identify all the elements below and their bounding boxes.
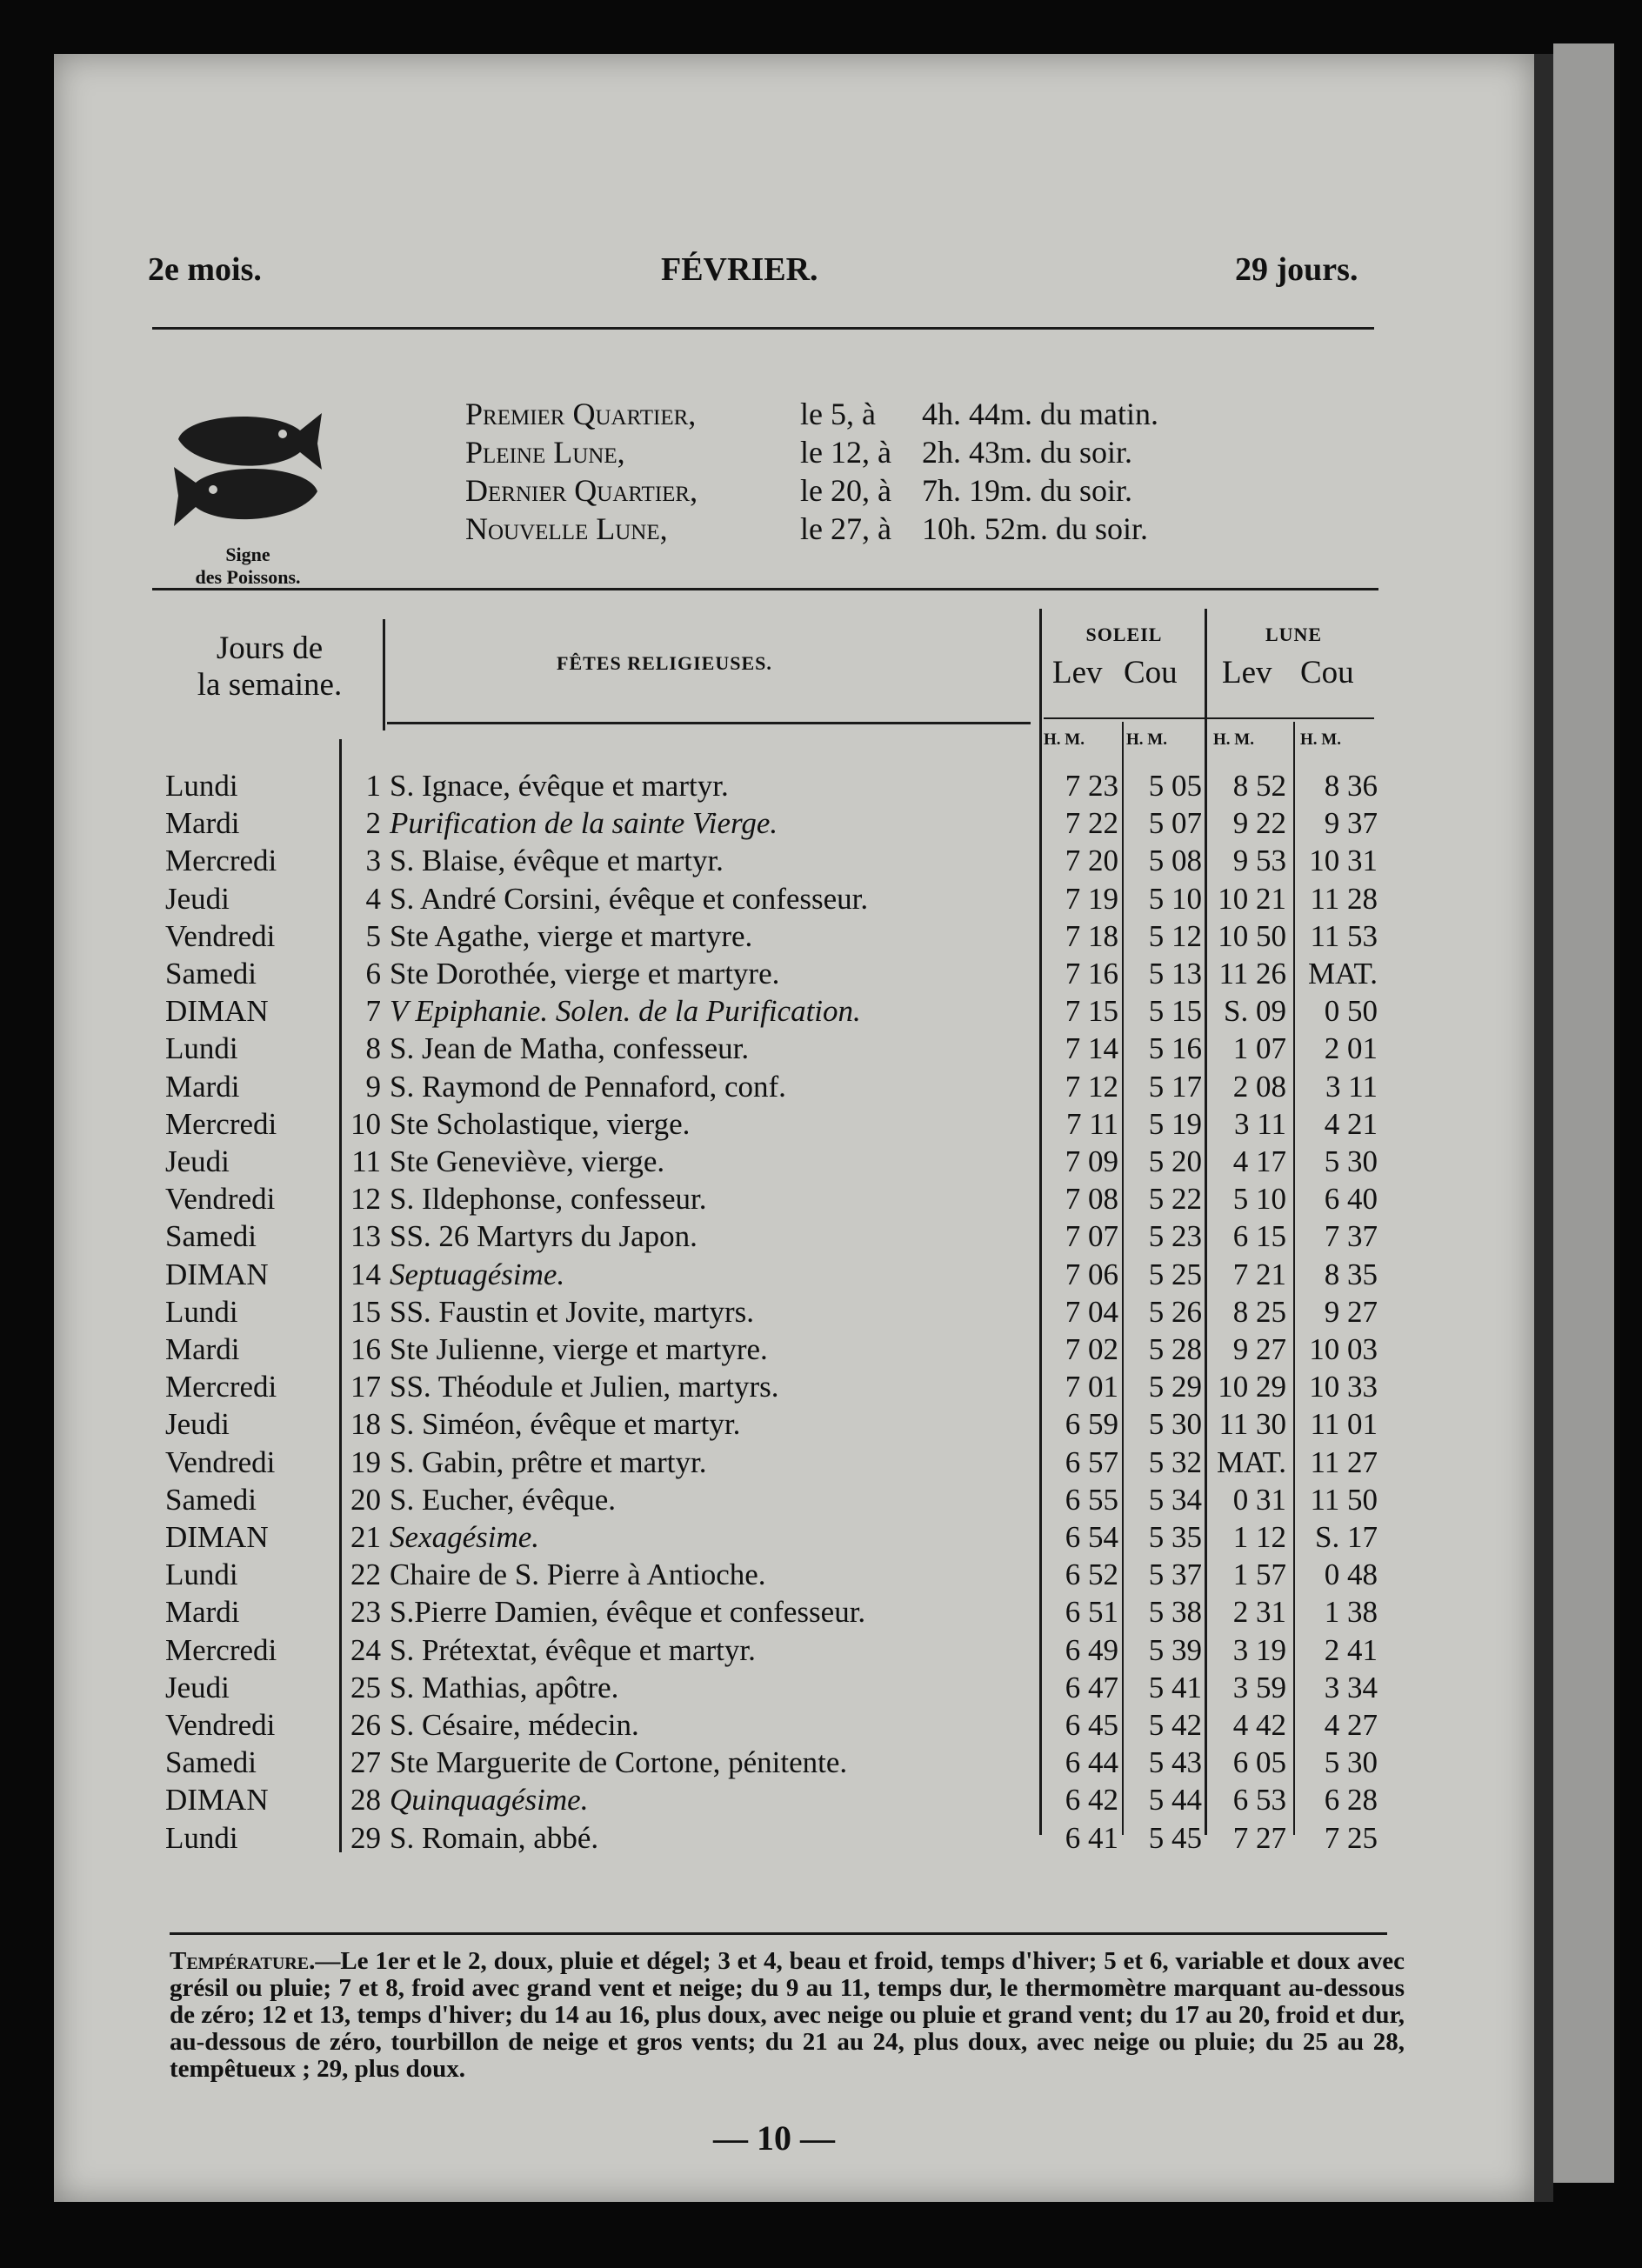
soleil-coucher-cell: 5 19 xyxy=(1148,1106,1202,1141)
date-cell: 29 xyxy=(350,1820,381,1855)
date-cell: 9 xyxy=(365,1069,381,1104)
soleil-coucher-cell: 5 08 xyxy=(1148,844,1202,878)
day-cell: Lundi xyxy=(165,1031,238,1066)
soleil-lever-cell: 7 16 xyxy=(1065,957,1118,991)
fetes-column-header: FÊTES RELIGIEUSES. xyxy=(557,652,772,674)
moon-phase-1: Premier Quartier, le 5, à 4h. 44m. du matin. xyxy=(465,397,1158,431)
lune-coucher-cell: 9 37 xyxy=(1324,806,1378,841)
month-title: FÉVRIER. xyxy=(661,251,818,288)
day-cell: Mardi xyxy=(165,1069,240,1104)
day-cell: Samedi xyxy=(165,1482,257,1517)
soleil-lever-cell: 6 44 xyxy=(1065,1745,1118,1780)
lune-coucher-cell: 6 28 xyxy=(1324,1783,1378,1818)
lune-lever-cell: 9 53 xyxy=(1232,844,1286,878)
date-cell: 26 xyxy=(350,1708,381,1742)
lune-coucher-cell: 1 38 xyxy=(1324,1595,1378,1630)
hm-unit-1: H. M. xyxy=(1044,730,1085,749)
day-cell: Mercredi xyxy=(165,1106,277,1141)
date-cell: 15 xyxy=(350,1294,381,1329)
table-row xyxy=(0,1556,1642,1593)
lune-coucher-cell: 5 30 xyxy=(1324,1144,1378,1178)
soleil-coucher-cell: 5 13 xyxy=(1148,957,1202,991)
lune-coucher-cell: MAT. xyxy=(1307,957,1378,991)
soleil-lever-cell: 7 14 xyxy=(1065,1031,1118,1066)
days-count: 29 jours. xyxy=(1235,251,1358,288)
fete-cell: Ste Marguerite de Cortone, pénitente. xyxy=(390,1745,848,1780)
soleil-coucher-cell: 5 10 xyxy=(1148,881,1202,916)
phases-rule xyxy=(152,588,1378,590)
soleil-coucher-cell: 5 32 xyxy=(1148,1444,1202,1479)
day-cell: Lundi xyxy=(165,769,238,803)
soleil-lever-cell: 7 23 xyxy=(1065,769,1118,803)
lune-lever-cell: 11 30 xyxy=(1218,1407,1286,1442)
day-cell: Lundi xyxy=(165,1558,238,1592)
pisces-fish-icon xyxy=(170,396,326,535)
lune-lever-cell: 11 26 xyxy=(1218,957,1286,991)
soleil-lever-cell: 7 19 xyxy=(1065,881,1118,916)
lune-coucher-cell: 10 03 xyxy=(1309,1332,1378,1366)
day-cell: DIMAN xyxy=(165,994,269,1029)
moon-phase-3: Dernier Quartier, le 20, à 7h. 19m. du soir. xyxy=(465,473,1133,508)
table-row xyxy=(0,842,1642,879)
date-cell: 16 xyxy=(350,1332,381,1366)
lune-lever-cell: 7 27 xyxy=(1232,1820,1286,1855)
table-row xyxy=(0,1256,1642,1293)
fete-cell: Ste Dorothée, vierge et martyre. xyxy=(390,957,780,991)
day-cell: Samedi xyxy=(165,1745,257,1780)
soleil-lever-cell: 6 59 xyxy=(1065,1407,1118,1442)
table-row xyxy=(0,767,1642,804)
fete-cell: S. André Corsini, évêque et confesseur. xyxy=(390,881,869,916)
table-row xyxy=(0,1217,1642,1255)
fete-cell: S. Césaire, médecin. xyxy=(390,1708,639,1742)
table-row xyxy=(0,804,1642,842)
date-cell: 3 xyxy=(365,844,381,878)
lune-coucher-cell: 0 48 xyxy=(1324,1558,1378,1592)
fete-cell: V Epiphanie. Solen. de la Purification. xyxy=(390,994,861,1029)
soleil-lever-cell: 7 09 xyxy=(1065,1144,1118,1178)
soleil-lever-cell: 7 22 xyxy=(1065,806,1118,841)
table-row xyxy=(0,1068,1642,1105)
table-row xyxy=(0,1368,1642,1405)
soleil-coucher-cell: 5 39 xyxy=(1148,1632,1202,1667)
table-row xyxy=(0,1518,1642,1556)
date-cell: 7 xyxy=(365,994,381,1029)
date-cell: 24 xyxy=(350,1632,381,1667)
soleil-coucher-cell: 5 41 xyxy=(1148,1670,1202,1704)
date-cell: 1 xyxy=(365,769,381,803)
fete-cell: Sexagésime. xyxy=(390,1520,540,1554)
soleil-coucher-cell: 5 07 xyxy=(1148,806,1202,841)
soleil-coucher-cell: 5 16 xyxy=(1148,1031,1202,1066)
date-cell: 13 xyxy=(350,1219,381,1254)
day-cell: Samedi xyxy=(165,1219,257,1254)
lune-coucher-cell: 11 50 xyxy=(1310,1482,1378,1517)
date-cell: 27 xyxy=(350,1745,381,1780)
fete-cell: S.Pierre Damien, évêque et confesseur. xyxy=(390,1595,866,1630)
table-row xyxy=(0,1593,1642,1631)
lune-coucher-cell: 11 27 xyxy=(1310,1444,1378,1479)
soleil-lever-cell: 7 11 xyxy=(1066,1106,1118,1141)
soleil-lever-cell: 6 55 xyxy=(1065,1482,1118,1517)
lune-lever-cell: 6 15 xyxy=(1232,1219,1286,1254)
temperature-rule xyxy=(170,1932,1387,1935)
hm-unit-2: H. M. xyxy=(1126,730,1167,749)
soleil-lev-header: Lev xyxy=(1052,655,1103,690)
soleil-lever-cell: 6 52 xyxy=(1065,1558,1118,1592)
date-cell: 6 xyxy=(365,957,381,991)
day-cell: Vendredi xyxy=(165,918,276,953)
lune-lever-cell: 2 31 xyxy=(1232,1595,1286,1630)
table-row xyxy=(0,992,1642,1030)
day-cell: Jeudi xyxy=(165,1144,230,1178)
table-row xyxy=(0,917,1642,955)
soleil-lever-cell: 7 01 xyxy=(1065,1370,1118,1404)
soleil-lever-cell: 6 42 xyxy=(1065,1783,1118,1818)
date-cell: 2 xyxy=(365,806,381,841)
soleil-coucher-cell: 5 15 xyxy=(1148,994,1202,1029)
soleil-lever-cell: 6 57 xyxy=(1065,1444,1118,1479)
fete-cell: S. Siméon, évêque et martyr. xyxy=(390,1407,741,1442)
soleil-coucher-cell: 5 34 xyxy=(1148,1482,1202,1517)
fete-cell: S. Blaise, évêque et martyr. xyxy=(390,844,724,878)
table-row xyxy=(0,1180,1642,1217)
soleil-lever-cell: 7 20 xyxy=(1065,844,1118,878)
date-cell: 8 xyxy=(365,1031,381,1066)
fete-cell: SS. Théodule et Julien, martyrs. xyxy=(390,1370,779,1404)
table-row xyxy=(0,1405,1642,1443)
date-cell: 11 xyxy=(351,1144,381,1178)
soleil-coucher-cell: 5 26 xyxy=(1148,1294,1202,1329)
lune-lever-cell: S. 09 xyxy=(1224,994,1286,1029)
day-cell: Jeudi xyxy=(165,881,230,916)
soleil-lever-cell: 6 51 xyxy=(1065,1595,1118,1630)
table-row xyxy=(0,1744,1642,1781)
lune-lever-cell: 8 52 xyxy=(1232,769,1286,803)
soleil-lever-cell: 7 02 xyxy=(1065,1332,1118,1366)
lune-lever-cell: 1 07 xyxy=(1232,1031,1286,1066)
date-cell: 25 xyxy=(350,1670,381,1704)
lune-lever-cell: 9 27 xyxy=(1232,1332,1286,1366)
table-row xyxy=(0,1331,1642,1368)
fete-cell: S. Ildephonse, confesseur. xyxy=(390,1182,707,1217)
table-row xyxy=(0,880,1642,917)
lune-lever-cell: 1 57 xyxy=(1232,1558,1286,1592)
soleil-lever-cell: 7 07 xyxy=(1065,1219,1118,1254)
lune-coucher-cell: 2 01 xyxy=(1324,1031,1378,1066)
lune-lever-cell: 4 42 xyxy=(1232,1708,1286,1742)
lune-lever-cell: 10 21 xyxy=(1218,881,1286,916)
page-number: — 10 — xyxy=(713,2118,835,2158)
lune-coucher-cell: 8 36 xyxy=(1324,769,1378,803)
soleil-coucher-cell: 5 05 xyxy=(1148,769,1202,803)
lune-coucher-cell: 3 34 xyxy=(1324,1670,1378,1704)
day-cell: Vendredi xyxy=(165,1708,276,1742)
soleil-coucher-cell: 5 35 xyxy=(1148,1520,1202,1554)
soleil-cou-header: Cou xyxy=(1124,655,1178,690)
lune-coucher-cell: 11 53 xyxy=(1310,918,1378,953)
lune-lever-cell: 6 05 xyxy=(1232,1745,1286,1780)
table-row xyxy=(0,1143,1642,1180)
soleil-coucher-cell: 5 12 xyxy=(1148,918,1202,953)
fete-cell: S. Gabin, prêtre et martyr. xyxy=(390,1444,707,1479)
soleil-lever-cell: 7 04 xyxy=(1065,1294,1118,1329)
hm-unit-3: H. M. xyxy=(1213,730,1254,749)
soleil-lever-cell: 7 18 xyxy=(1065,918,1118,953)
lune-lever-cell: 5 10 xyxy=(1232,1182,1286,1217)
soleil-coucher-cell: 5 37 xyxy=(1148,1558,1202,1592)
fete-cell: Purification de la sainte Vierge. xyxy=(390,806,778,841)
moon-phase-4: Nouvelle Lune, le 27, à 10h. 52m. du soir. xyxy=(465,511,1149,546)
lune-coucher-cell: 4 27 xyxy=(1324,1708,1378,1742)
date-cell: 22 xyxy=(350,1558,381,1592)
lune-coucher-cell: 7 37 xyxy=(1324,1219,1378,1254)
lune-lev-header: Lev xyxy=(1222,655,1272,690)
soleil-coucher-cell: 5 17 xyxy=(1148,1069,1202,1104)
lune-lever-cell: 3 19 xyxy=(1232,1632,1286,1667)
sign-label: Signe des Poissons. xyxy=(195,544,301,588)
lune-coucher-cell: 11 01 xyxy=(1310,1407,1378,1442)
table-row xyxy=(0,1030,1642,1067)
soleil-lever-cell: 7 06 xyxy=(1065,1257,1118,1291)
soleil-header: SOLEIL xyxy=(1085,624,1163,645)
date-cell: 10 xyxy=(350,1106,381,1141)
date-cell: 14 xyxy=(350,1257,381,1291)
fete-cell: Ste Geneviève, vierge. xyxy=(390,1144,665,1178)
soleil-coucher-cell: 5 25 xyxy=(1148,1257,1202,1291)
day-cell: Vendredi xyxy=(165,1182,276,1217)
lune-lever-cell: 3 59 xyxy=(1232,1670,1286,1704)
table-row xyxy=(0,1481,1642,1518)
fete-cell: Chaire de S. Pierre à Antioche. xyxy=(390,1558,766,1592)
lune-header: LUNE xyxy=(1265,624,1323,645)
soleil-coucher-cell: 5 30 xyxy=(1148,1407,1202,1442)
fete-cell: Quinquagésime. xyxy=(390,1783,589,1818)
day-cell: Samedi xyxy=(165,957,257,991)
fete-cell: SS. 26 Martyrs du Japon. xyxy=(390,1219,698,1254)
lune-coucher-cell: 0 50 xyxy=(1324,994,1378,1029)
date-cell: 20 xyxy=(350,1482,381,1517)
lune-lever-cell: 10 29 xyxy=(1218,1370,1286,1404)
date-cell: 4 xyxy=(365,881,381,916)
fete-cell: S. Eucher, évêque. xyxy=(390,1482,617,1517)
soleil-lever-cell: 7 12 xyxy=(1065,1069,1118,1104)
hm-rule xyxy=(1044,717,1374,719)
fete-cell: Ste Scholastique, vierge. xyxy=(390,1106,691,1141)
fete-cell: Ste Julienne, vierge et martyre. xyxy=(390,1332,768,1366)
table-row xyxy=(0,1293,1642,1331)
day-cell: Mercredi xyxy=(165,844,277,878)
day-cell: Mercredi xyxy=(165,1370,277,1404)
lune-lever-cell: 9 22 xyxy=(1232,806,1286,841)
lune-lever-cell: 0 31 xyxy=(1232,1482,1286,1517)
fete-cell: S. Jean de Matha, confesseur. xyxy=(390,1031,750,1066)
day-cell: Lundi xyxy=(165,1294,238,1329)
soleil-coucher-cell: 5 38 xyxy=(1148,1595,1202,1630)
date-cell: 23 xyxy=(350,1595,381,1630)
date-cell: 12 xyxy=(350,1182,381,1217)
table-row xyxy=(0,1105,1642,1143)
soleil-coucher-cell: 5 28 xyxy=(1148,1332,1202,1366)
day-cell: Jeudi xyxy=(165,1407,230,1442)
lune-lever-cell: 8 25 xyxy=(1232,1294,1286,1329)
lune-lever-cell: 2 08 xyxy=(1232,1069,1286,1104)
soleil-lever-cell: 6 54 xyxy=(1065,1520,1118,1554)
moon-phase-2: Pleine Lune, le 12, à 2h. 43m. du soir. xyxy=(465,435,1133,470)
soleil-lever-cell: 6 49 xyxy=(1065,1632,1118,1667)
date-cell: 18 xyxy=(350,1407,381,1442)
soleil-coucher-cell: 5 42 xyxy=(1148,1708,1202,1742)
table-row xyxy=(0,1781,1642,1818)
date-cell: 28 xyxy=(350,1783,381,1818)
soleil-coucher-cell: 5 44 xyxy=(1148,1783,1202,1818)
soleil-coucher-cell: 5 23 xyxy=(1148,1219,1202,1254)
lune-coucher-cell: 8 35 xyxy=(1324,1257,1378,1291)
lune-coucher-cell: 10 31 xyxy=(1309,844,1378,878)
lune-coucher-cell: 6 40 xyxy=(1324,1182,1378,1217)
soleil-lever-cell: 6 45 xyxy=(1065,1708,1118,1742)
lune-coucher-cell: 5 30 xyxy=(1324,1745,1378,1780)
soleil-lever-cell: 6 41 xyxy=(1065,1820,1118,1855)
lune-cou-header: Cou xyxy=(1300,655,1354,690)
fete-cell: S. Raymond de Pennaford, conf. xyxy=(390,1069,786,1104)
date-cell: 19 xyxy=(350,1444,381,1479)
day-cell: DIMAN xyxy=(165,1783,269,1818)
temperature-forecast: Température.—Le 1er et le 2, doux, pluie et dégel; 3 et 4, beau et froid, temps d'hiver; 5 et 6, variable et doux avec grésil ou pluie; 7 et 8, froid avec grand vent et neige; du 9 au 11, temps dur, le thermomètre marquant au-dessous de zéro; 12 et 13, temps d'hiver; du 14 au 16, plus doux, avec neige ou pluie et grand vent; du 17 au 20, froid et dur, au-dessous de zéro, tourbillon de neige et gros vents; du 21 au 24, plus doux, avec neige ou pluie; du 25 au 28, tempêtueux ; 29, plus doux. xyxy=(170,1947,1405,2083)
fete-cell: S. Mathias, apôtre. xyxy=(390,1670,619,1704)
soleil-lever-cell: 7 08 xyxy=(1065,1182,1118,1217)
day-cell: Vendredi xyxy=(165,1444,276,1479)
table-row xyxy=(0,1631,1642,1669)
fete-cell: S. Prétextat, évêque et martyr. xyxy=(390,1632,756,1667)
lune-coucher-cell: 4 21 xyxy=(1324,1106,1378,1141)
lune-lever-cell: 4 17 xyxy=(1232,1144,1286,1178)
table-row xyxy=(0,1819,1642,1857)
soleil-coucher-cell: 5 20 xyxy=(1148,1144,1202,1178)
days-column-header: Jours de la semaine. xyxy=(197,630,343,703)
lune-coucher-cell: 11 28 xyxy=(1310,881,1378,916)
lune-lever-cell: 10 50 xyxy=(1218,918,1286,953)
lune-lever-cell: 1 12 xyxy=(1232,1520,1286,1554)
date-cell: 21 xyxy=(350,1520,381,1554)
day-cell: Lundi xyxy=(165,1820,238,1855)
fete-cell: S. Ignace, évêque et martyr. xyxy=(390,769,729,803)
header-rule xyxy=(152,327,1374,330)
lune-lever-cell: 7 21 xyxy=(1232,1257,1286,1291)
day-cell: Jeudi xyxy=(165,1670,230,1704)
fete-cell: S. Romain, abbé. xyxy=(390,1820,599,1855)
day-cell: Mercredi xyxy=(165,1632,277,1667)
lune-lever-cell: 6 53 xyxy=(1232,1783,1286,1818)
soleil-coucher-cell: 5 22 xyxy=(1148,1182,1202,1217)
lune-coucher-cell: 9 27 xyxy=(1324,1294,1378,1329)
fete-cell: SS. Faustin et Jovite, martyrs. xyxy=(390,1294,755,1329)
table-row xyxy=(0,1444,1642,1481)
fete-cell: Ste Agathe, vierge et martyre. xyxy=(390,918,753,953)
day-cell: Mardi xyxy=(165,806,240,841)
header-divider-1 xyxy=(383,619,385,730)
soleil-coucher-cell: 5 43 xyxy=(1148,1745,1202,1780)
table-row xyxy=(0,1669,1642,1706)
lune-coucher-cell: S. 17 xyxy=(1315,1520,1378,1554)
month-ordinal: 2e mois. xyxy=(148,251,262,288)
lune-coucher-cell: 3 11 xyxy=(1325,1069,1378,1104)
hm-unit-4: H. M. xyxy=(1300,730,1341,749)
date-cell: 5 xyxy=(365,918,381,953)
lune-coucher-cell: 7 25 xyxy=(1324,1820,1378,1855)
table-row xyxy=(0,1706,1642,1744)
day-cell: Mardi xyxy=(165,1595,240,1630)
day-cell: DIMAN xyxy=(165,1257,269,1291)
soleil-coucher-cell: 5 45 xyxy=(1148,1820,1202,1855)
table-row xyxy=(0,955,1642,992)
lune-coucher-cell: 2 41 xyxy=(1324,1632,1378,1667)
soleil-coucher-cell: 5 29 xyxy=(1148,1370,1202,1404)
day-cell: Mardi xyxy=(165,1332,240,1366)
fete-cell: Septuagésime. xyxy=(390,1257,565,1291)
lune-lever-cell: MAT. xyxy=(1216,1444,1286,1479)
lune-lever-cell: 3 11 xyxy=(1234,1106,1286,1141)
soleil-lever-cell: 7 15 xyxy=(1065,994,1118,1029)
day-cell: DIMAN xyxy=(165,1520,269,1554)
lune-coucher-cell: 10 33 xyxy=(1309,1370,1378,1404)
fetes-header-rule xyxy=(387,722,1031,724)
soleil-lever-cell: 6 47 xyxy=(1065,1670,1118,1704)
date-cell: 17 xyxy=(350,1370,381,1404)
